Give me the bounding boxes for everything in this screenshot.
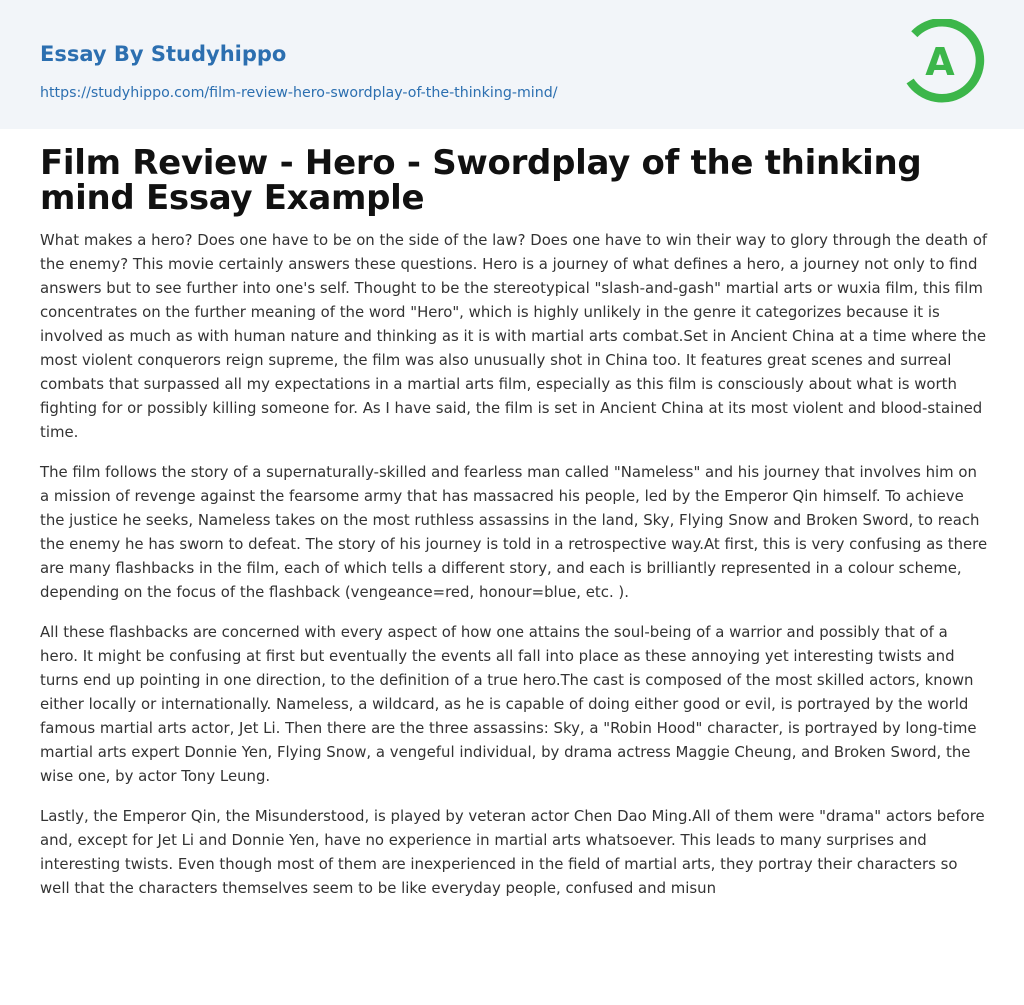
- article-paragraph: What makes a hero? Does one have to be on the side of the law? Does one have to win their way to glory through the death of the enemy? This movie certainly answers these questions. Hero is a journey of what defines a hero, a journey not only to find answers but to see further into one's self. Thought to be the stereotypical "slash-and-gash" martial arts or wuxia film, this film concentrates on the further meaning of the word "Hero", which is highly unlikely in the genre it categorizes because it is involved as much as with human nature and thinking as it is with martial arts combat.Set in Ancient China at a time where the most violent conquerors reign supreme, the film was also unusually shot in China too. It features great scenes and surreal combats that surpassed all my expectations in a martial arts film, especially as this film is consciously about what is worth fighting for or possibly killing someone for. As I have said, the film is set in Ancient China at its most violent and blood-stained time.: [40, 231, 988, 441]
- logo-letter: A: [925, 40, 955, 84]
- studyhippo-logo-icon[interactable]: [900, 19, 986, 105]
- article-paragraph: The film follows the story of a supernaturally-skilled and fearless man called "Nameless" and his journey that involves him on a mission of revenge against the fearsome army that has massacred his people, led by the Emperor Qin himself. To achieve the justice he seeks, Nameless takes on the most ruthless assassins in the land, Sky, Flying Snow and Broken Sword, to reach the enemy he has sworn to defeat. The story of his journey is told in a retrospective way.At first, this is very confusing as there are many flashbacks in the film, each of which tells a different story, and each is brilliantly represented in a colour scheme, depending on the focus of the flashback (vengeance=red, honour=blue, etc. ).: [40, 463, 988, 601]
- article-paragraph: All these flashbacks are concerned with every aspect of how one attains the soul-being of a warrior and possibly that of a hero. It might be confusing at first but eventually the events all fall into place as these annoying yet interesting twists and turns end up pointing in one direction, to the definition of a true hero.The cast is composed of the most skilled actors, known either locally or internationally. Nameless, a wildcard, as he is capable of doing either good or evil, is portrayed by the world famous martial arts actor, Jet Li. Then there are the three assassins: Sky, a "Robin Hood" character, is portrayed by long-time martial arts expert Donnie Yen, Flying Snow, a vengeful individual, by drama actress Maggie Cheung, and Broken Sword, the wise one, by actor Tony Leung.: [40, 623, 977, 785]
- source-url-link[interactable]: https://studyhippo.com/film-review-hero-swordplay-of-the-thinking-mind/: [40, 85, 558, 101]
- brand-title[interactable]: Essay By Studyhippo: [40, 42, 287, 66]
- site-header: [0, 0, 1024, 129]
- article: [40, 143, 988, 916]
- article-paragraph: Lastly, the Emperor Qin, the Misunderstood, is played by veteran actor Chen Dao Ming.All of them were "drama" actors before and, except for Jet Li and Donnie Yen, have no experience in martial arts whatsoever. This leads to many surprises and interesting twists. Even though most of them are inexperienced in the field of martial arts, they portray their characters so well that the characters themselves seem to be like everyday people, confused and misun: [40, 807, 985, 897]
- article-title: Film Review - Hero - Swordplay of the thinking mind Essay Example: [40, 143, 922, 218]
